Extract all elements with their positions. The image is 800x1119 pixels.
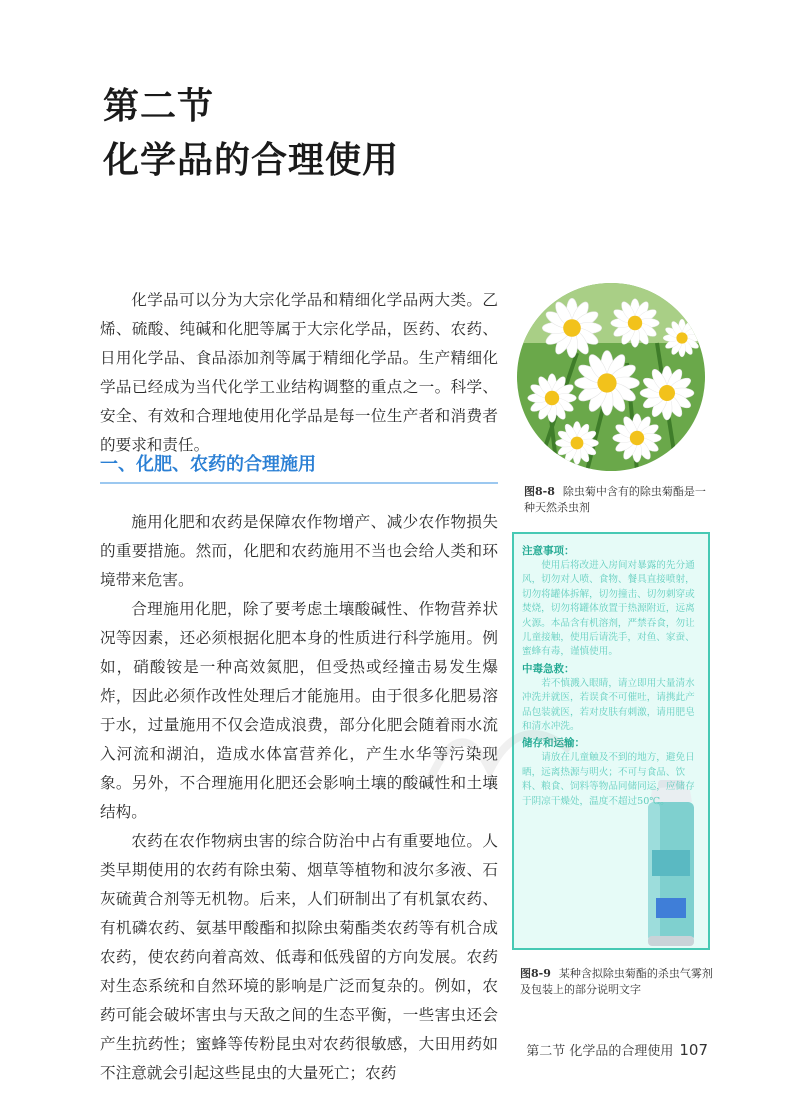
figure-number: 图8-9 [520,967,551,980]
figure-number: 图8-8 [524,485,555,498]
section-title: 化学品的合理使用 [103,140,400,181]
label-text: 请放在儿童触及不到的地方，避免日晒，远离热源与明火；不可与食品、饮料、粮食、饲料等物品同储同运，应储存于阴凉干燥处，温度不超过50℃。 [522,752,695,807]
chrysanthemum-photo [517,283,705,471]
footer-text: 第二节 化学品的合理使用 [526,1044,674,1059]
body-paragraph: 农药在农作物病虫害的综合防治中占有重要地位。人类早期使用的农药有除虫菊、烟草等植物和波尔多液、石灰硫黄合剂等无机物。后来，人们研制出了有机氯农药、有机磷农药、氨基甲酸酯和拟除虫菊酯类农药等有机合成农药，使农药向着高效、低毒和低残留的方向发展。农药对生态系统和自然环境的影响是广泛而复杂的。例如，农药可能会破坏害虫与天敌之间的生态平衡，一些害虫还会产生抗药性；蜜蜂等传粉昆虫对农药很敏感，大田用药如不注意就会引起这些昆虫的大量死亡；农药 [100,832,498,1082]
subsection-heading: 一、化肥、农药的合理施用 [100,454,316,475]
section-title-block [103,80,399,188]
intro-paragraph: 化学品可以分为大宗化学品和精细化学品两大类。乙烯、硫酸、纯碱和化肥等属于大宗化学品，医药、农药、日用化学品、食品添加剂等属于精细化学品。生产精细化学品已经成为当代化学工业结构调整的重点之一。科学、安全、有效和合理地使用化学品是每一位生产者和消费者的要求和责任。 [100,291,498,454]
figure-caption-text: 除虫菊中含有的除虫菊酯是一种天然杀虫剂 [524,485,706,514]
label-text: 若不慎溅入眼睛，请立即用大量清水冲洗并就医，若误食不可催吐，请携此产品包装就医，若对皮肤有刺激，请用肥皂和清水冲洗。 [522,677,695,733]
label-heading: 储存和运输： [522,737,585,750]
label-heading: 注意事项： [522,545,575,557]
figure-caption-text: 某种含拟除虫菊酯的杀虫气雾剂及包装上的部分说明文字 [520,967,713,996]
section-label: 第二节 [103,86,215,127]
page-footer [526,1040,708,1059]
heading-rule [100,482,498,484]
label-text: 使用后将改进入房间对暴露的先分通风，切勿对人喷、食物、餐具直接喷射，切勿将罐体拆解，切勿撞击、切勿刺穿或焚烧，切勿将罐体放置于热源附近，远离火源。本品含有机溶剂，严禁吞食，勿让儿童接触，使用后请洗手，对鱼、家蚕、蜜蜂有毒，谨慎使用。 [522,560,695,658]
body-paragraph: 施用化肥和农药是保障农作物增产、减少农作物损失的重要措施。然而，化肥和农药施用不当也会给人类和环境带来危害。 [100,513,498,589]
figure-caption-8-9 [520,966,716,998]
label-heading: 中毒急救： [522,662,575,675]
page-number: 107 [679,1041,708,1059]
intro-text [100,286,498,460]
body-paragraph: 合理施用化肥，除了要考虑土壤酸碱性、作物营养状况等因素，还必须根据化肥本身的性质进行科学施用。例如，硝酸铵是一种高效氮肥，但受热或经撞击易发生爆炸，因此必须作改性处理后才能施用。由于很多化肥易溶于水，过量施用不仅会造成浪费，部分化肥会随着雨水流入河流和湖泊，造成水体富营养化，产生水华等污染现象。另外，不合理施用化肥还会影响土壤的酸碱性和土壤结构。 [100,600,498,821]
figure-caption-8-8 [524,484,714,516]
